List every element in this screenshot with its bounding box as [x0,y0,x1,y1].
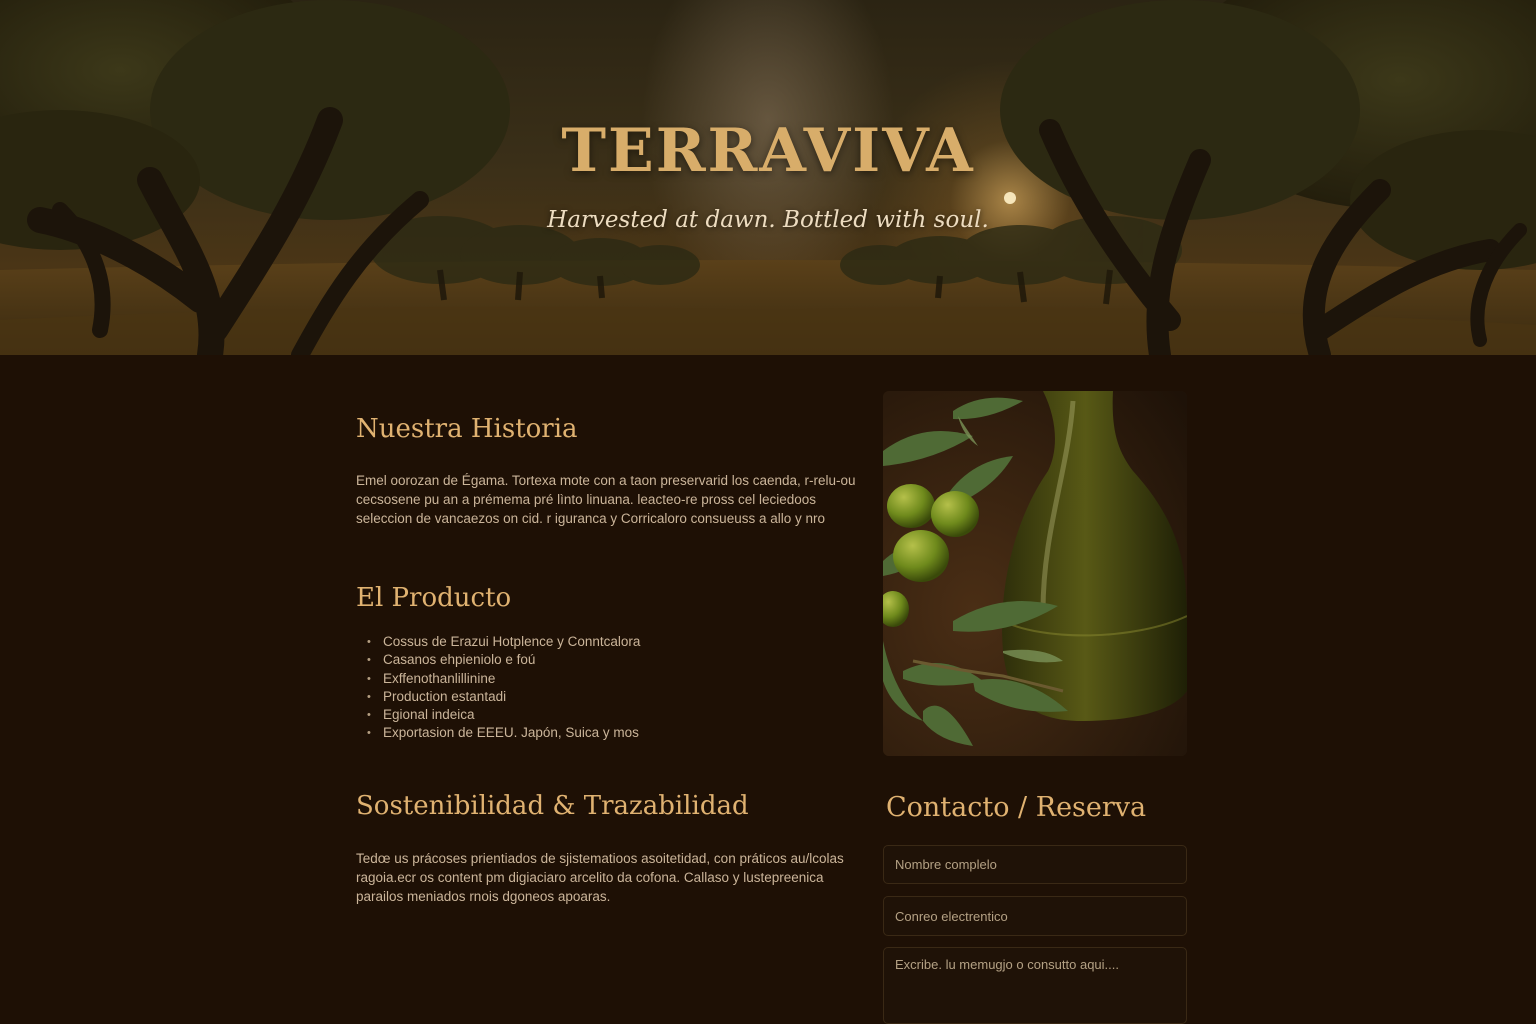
historia-title: Nuestra Historia [356,414,578,444]
list-item: • Cossus de Erazui Hotplence y Conntcalora [356,633,640,651]
name-field[interactable] [883,845,1187,884]
message-field[interactable] [883,947,1187,1024]
olive-oil-bottle-image [883,391,1187,756]
email-field[interactable] [883,896,1187,936]
hero-banner [0,0,1536,355]
contacto-title: Contacto / Reserva [886,792,1147,823]
product-list [356,633,640,743]
sostenibilidad-text: Tedœ us prácoses prientiados de sjistematioos asoitetidad, con práticos au/lcolas ragoia.ecr os content pm digiaciaro arcelito da cofona. Callaso y lustepreenica parailos meniados rnois dgoneos apoaras. [356,851,844,904]
sostenibilidad-title: Sostenibilidad & Trazabilidad [356,791,749,821]
brand-title: TERRAVIVA [561,116,975,187]
historia-text: Emel oorozan de Égama. Tortexa mote con a taon preservarid los caenda, r-relu-ou cecsosene pu an a prémema pré lìnto linuana. leacteo-re pross cel leciedoos seleccion de vancaezos on cid. r iguranca y Corricaloro consueuss a allo y nro [356,473,856,526]
list-item: • Production estantadi [356,688,640,706]
list-item: • Egional indeica [356,706,640,724]
list-item: • Casanos ehpieniolo e foú [356,651,640,669]
list-item: • Exportasion de EEEU. Japón, Suica y mos [356,724,640,742]
list-item: • Exffenothanlillinine [356,670,640,688]
brand-tagline: Harvested at dawn. Bottled with soul. [547,207,989,233]
producto-title: El Producto [356,583,512,613]
